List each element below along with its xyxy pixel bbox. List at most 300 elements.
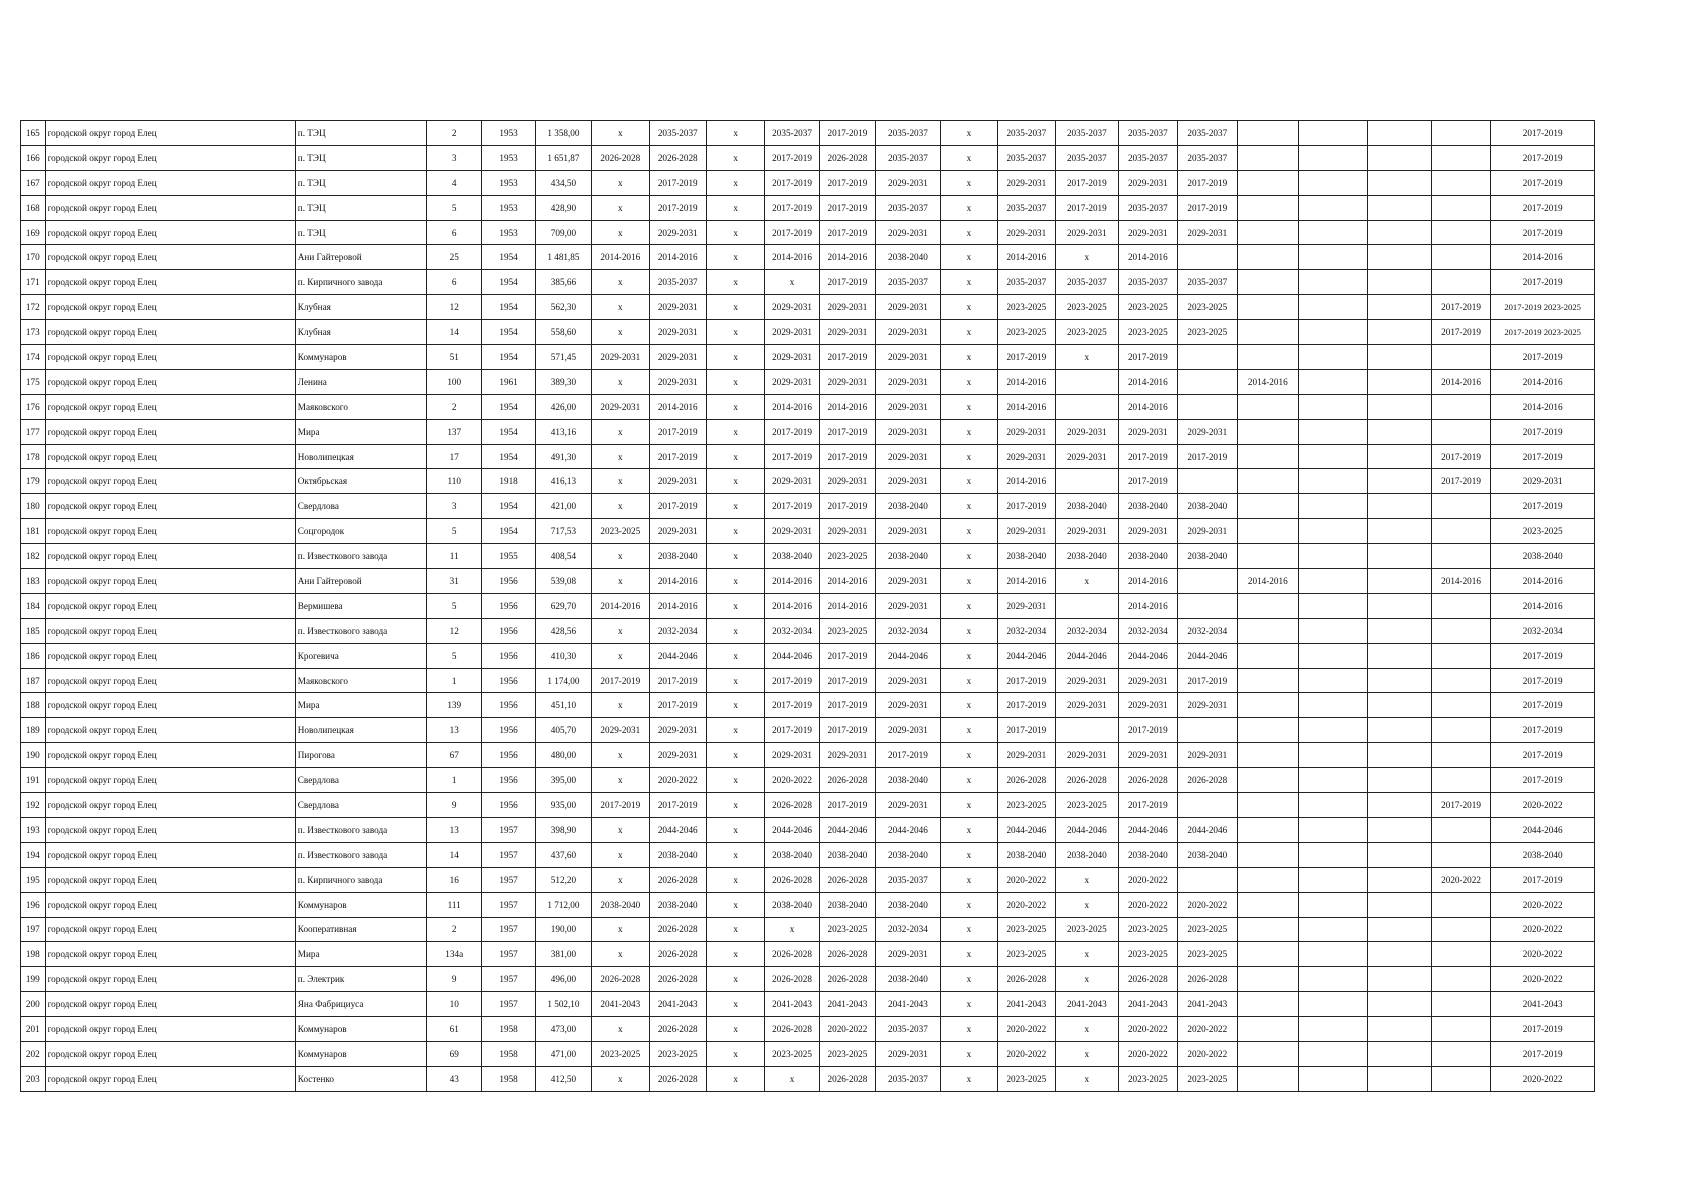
table-cell: 2017-2019 (998, 718, 1055, 743)
table-cell: 111 (427, 892, 482, 917)
table-cell: 2023-2025 (765, 1041, 819, 1066)
table-cell: 426,00 (535, 394, 591, 419)
table-row (21, 444, 1595, 469)
table-cell: x (940, 569, 997, 594)
table-cell: 2038-2040 (819, 842, 875, 867)
table-cell: 395,00 (535, 768, 591, 793)
table-cell: 13 (427, 817, 482, 842)
table-cell (1298, 992, 1368, 1017)
table-cell (1368, 245, 1432, 270)
table-cell: 2044-2046 (1055, 643, 1119, 668)
table-cell: 2023-2025 (998, 942, 1055, 967)
table-row (21, 544, 1595, 569)
table-row (21, 419, 1595, 444)
table-cell: 2014-2016 (649, 569, 706, 594)
table-cell: 192 (21, 793, 46, 818)
table-cell: 398,90 (535, 817, 591, 842)
table-cell: 2023-2025 (1055, 320, 1119, 345)
table-cell: 2029-2031 (1119, 743, 1177, 768)
table-cell: x (592, 544, 649, 569)
table-cell: п. Известкового завода (295, 618, 426, 643)
table-cell: 2038-2040 (1119, 494, 1177, 519)
table-cell: x (1055, 245, 1119, 270)
table-cell: Коммунаров (295, 1041, 426, 1066)
table-cell: 198 (21, 942, 46, 967)
table-cell: 2026-2028 (819, 1066, 875, 1091)
table-row (21, 793, 1595, 818)
table-cell: 2029-2031 (1055, 419, 1119, 444)
table-cell: x (706, 469, 764, 494)
table-cell: 2017-2019 (765, 494, 819, 519)
table-cell: 2038-2040 (876, 842, 941, 867)
table-cell: 2038-2040 (649, 544, 706, 569)
table-cell: 2026-2028 (998, 768, 1055, 793)
table-cell: 1956 (482, 569, 535, 594)
table-cell: 2044-2046 (876, 817, 941, 842)
table-cell: 2029-2031 (998, 519, 1055, 544)
table-cell: п. Электрик (295, 967, 426, 992)
table-cell: x (940, 693, 997, 718)
table-cell: 512,20 (535, 867, 591, 892)
table-cell: 2029-2031 (649, 519, 706, 544)
table-cell: 2038-2040 (876, 494, 941, 519)
table-cell: 2029-2031 (819, 320, 875, 345)
table-cell: городской округ город Елец (45, 220, 295, 245)
table-cell (1431, 494, 1490, 519)
table-cell (1298, 345, 1368, 370)
table-cell (1298, 1041, 1368, 1066)
table-cell: городской округ город Елец (45, 618, 295, 643)
table-cell: 2029-2031 (649, 718, 706, 743)
table-cell (1177, 245, 1237, 270)
table-cell: 2038-2040 (876, 544, 941, 569)
table-cell: 2026-2028 (592, 967, 649, 992)
table-row (21, 942, 1595, 967)
table-cell: 2035-2037 (876, 195, 941, 220)
table-cell: 2014-2016 (819, 394, 875, 419)
table-cell: 174 (21, 345, 46, 370)
table-cell: 5 (427, 195, 482, 220)
table-cell: п. ТЭЦ (295, 195, 426, 220)
table-row (21, 992, 1595, 1017)
table-cell: 2029-2031 (876, 593, 941, 618)
table-cell: x (940, 394, 997, 419)
table-cell: x (706, 917, 764, 942)
table-cell: 2026-2028 (649, 967, 706, 992)
table-cell: 717,53 (535, 519, 591, 544)
table-cell: x (592, 1066, 649, 1091)
table-cell: 185 (21, 618, 46, 643)
table-cell: x (706, 867, 764, 892)
table-cell: 203 (21, 1066, 46, 1091)
table-cell: 2017-2019 (649, 444, 706, 469)
table-cell: 709,00 (535, 220, 591, 245)
table-cell: 177 (21, 419, 46, 444)
table-cell (1298, 270, 1368, 295)
table-cell: 2044-2046 (649, 817, 706, 842)
table-cell (1298, 967, 1368, 992)
table-cell: 2017-2019 (1491, 768, 1595, 793)
table-cell: x (706, 394, 764, 419)
table-cell: 2020-2022 (1491, 942, 1595, 967)
table-cell: 25 (427, 245, 482, 270)
table-row (21, 967, 1595, 992)
table-cell (1431, 245, 1490, 270)
table-cell: 1954 (482, 295, 535, 320)
table-cell: 2029-2031 (649, 469, 706, 494)
table-cell: 6 (427, 270, 482, 295)
table-cell: Крогевича (295, 643, 426, 668)
table-cell: 202 (21, 1041, 46, 1066)
table-cell (1298, 743, 1368, 768)
table-cell: 173 (21, 320, 46, 345)
table-cell: x (706, 544, 764, 569)
table-cell: 2023-2025 (998, 295, 1055, 320)
table-cell: п. Известкового завода (295, 842, 426, 867)
table-cell: 2023-2025 (1177, 295, 1237, 320)
table-cell: 182 (21, 544, 46, 569)
table-cell: 1953 (482, 145, 535, 170)
table-cell: 166 (21, 145, 46, 170)
table-cell: 2017-2019 (819, 121, 875, 146)
table-cell: 2035-2037 (765, 121, 819, 146)
table-cell: 2032-2034 (1177, 618, 1237, 643)
table-cell: 2023-2025 (1119, 320, 1177, 345)
table-cell: 2029-2031 (1055, 220, 1119, 245)
table-cell: 2014-2016 (765, 569, 819, 594)
table-cell: 2029-2031 (1055, 693, 1119, 718)
table-cell: 2020-2022 (1491, 793, 1595, 818)
table-cell (1298, 195, 1368, 220)
table-cell (1368, 967, 1432, 992)
table-cell: 3 (427, 494, 482, 519)
table-cell: 17 (427, 444, 482, 469)
table-cell: 191 (21, 768, 46, 793)
table-cell: 2020-2022 (1431, 867, 1490, 892)
table-cell (1238, 1017, 1298, 1042)
table-cell: 1957 (482, 892, 535, 917)
table-cell (1431, 668, 1490, 693)
table-cell: x (592, 1017, 649, 1042)
table-cell: 1957 (482, 967, 535, 992)
table-cell: 1957 (482, 992, 535, 1017)
table-cell: 2029-2031 (1055, 668, 1119, 693)
table-cell (1298, 369, 1368, 394)
table-cell (1368, 668, 1432, 693)
table-cell (1238, 295, 1298, 320)
table-cell: 2029-2031 (876, 320, 941, 345)
table-cell: x (765, 1066, 819, 1091)
table-cell: x (592, 643, 649, 668)
table-cell: 2017-2019 (1491, 1017, 1595, 1042)
table-cell (1298, 643, 1368, 668)
table-cell: x (940, 992, 997, 1017)
table-cell: 2029-2031 (876, 793, 941, 818)
table-cell: x (706, 693, 764, 718)
table-row (21, 170, 1595, 195)
table-cell (1368, 718, 1432, 743)
table-cell: 2017-2019 (1491, 643, 1595, 668)
table-cell: п. Кирпичного завода (295, 867, 426, 892)
table-cell (1238, 195, 1298, 220)
table-cell: 2035-2037 (998, 145, 1055, 170)
table-cell: 2035-2037 (876, 270, 941, 295)
table-cell (1368, 1041, 1432, 1066)
table-cell: 2035-2037 (649, 270, 706, 295)
table-cell: 2014-2016 (998, 394, 1055, 419)
table-cell: 186 (21, 643, 46, 668)
table-cell: 2038-2040 (876, 768, 941, 793)
table-row (21, 121, 1595, 146)
table-cell: 2029-2031 (649, 369, 706, 394)
table-cell: 16 (427, 867, 482, 892)
table-cell (1298, 942, 1368, 967)
table-cell: 2026-2028 (1177, 768, 1237, 793)
table-cell (1431, 1017, 1490, 1042)
table-cell: x (706, 618, 764, 643)
table-cell (1238, 967, 1298, 992)
table-cell (1238, 1041, 1298, 1066)
table-cell: 2017-2019 (765, 693, 819, 718)
table-cell: 1958 (482, 1017, 535, 1042)
table-cell: 935,00 (535, 793, 591, 818)
table-cell: 2017-2019 (819, 693, 875, 718)
table-cell: x (765, 270, 819, 295)
table-cell: 2026-2028 (592, 145, 649, 170)
table-cell: x (592, 195, 649, 220)
table-cell: 451,10 (535, 693, 591, 718)
table-cell: 2023-2025 (998, 1066, 1055, 1091)
schedule-rows (21, 121, 1595, 1092)
table-cell: 2029-2031 (765, 369, 819, 394)
table-cell: 2020-2022 (1119, 1041, 1177, 1066)
table-cell: x (706, 220, 764, 245)
table-cell: 176 (21, 394, 46, 419)
table-cell: 195 (21, 867, 46, 892)
table-row (21, 1066, 1595, 1091)
table-cell: 2 (427, 917, 482, 942)
table-cell: 12 (427, 295, 482, 320)
table-cell: 2014-2016 (649, 593, 706, 618)
table-cell: 2017-2019 (1491, 121, 1595, 146)
table-row (21, 220, 1595, 245)
table-cell: x (940, 643, 997, 668)
table-cell (1431, 842, 1490, 867)
table-cell: 2032-2034 (765, 618, 819, 643)
table-cell: x (940, 220, 997, 245)
table-cell: городской округ город Елец (45, 320, 295, 345)
table-cell: 2026-2028 (765, 942, 819, 967)
table-cell (1238, 593, 1298, 618)
table-cell: п. ТЭЦ (295, 121, 426, 146)
table-cell: городской округ город Елец (45, 469, 295, 494)
table-cell (1238, 245, 1298, 270)
table-cell: 2017-2019 (1491, 345, 1595, 370)
table-cell: x (1055, 345, 1119, 370)
table-cell: 2017-2019 (1055, 170, 1119, 195)
table-cell: 2023-2025 (1491, 519, 1595, 544)
table-cell (1298, 320, 1368, 345)
table-cell: x (1055, 1066, 1119, 1091)
table-cell: 2044-2046 (998, 817, 1055, 842)
table-cell: 2017-2019 (998, 345, 1055, 370)
table-cell: x (940, 419, 997, 444)
table-cell (1238, 892, 1298, 917)
table-cell: 1956 (482, 618, 535, 643)
table-row (21, 842, 1595, 867)
table-cell: 2035-2037 (1055, 270, 1119, 295)
table-cell: x (706, 245, 764, 270)
table-cell (1431, 270, 1490, 295)
table-cell: 2017-2019 (1491, 693, 1595, 718)
table-cell: 2017-2019 (819, 643, 875, 668)
table-cell: 2017-2019 (1491, 718, 1595, 743)
table-cell: 2014-2016 (1238, 569, 1298, 594)
table-cell: 1957 (482, 917, 535, 942)
table-cell: x (706, 569, 764, 594)
table-cell: городской округ город Елец (45, 394, 295, 419)
table-cell: 2017-2019 (876, 743, 941, 768)
table-cell: 2032-2034 (998, 618, 1055, 643)
schedule-table (20, 120, 1595, 1092)
table-cell: 1954 (482, 270, 535, 295)
table-cell: 2038-2040 (1177, 842, 1237, 867)
table-cell: 110 (427, 469, 482, 494)
table-cell: 2017-2019 (1491, 1041, 1595, 1066)
table-row (21, 345, 1595, 370)
table-cell: 31 (427, 569, 482, 594)
table-cell: 1918 (482, 469, 535, 494)
table-cell: 2029-2031 (819, 743, 875, 768)
table-cell: 2026-2028 (765, 967, 819, 992)
table-cell: 190,00 (535, 917, 591, 942)
table-cell: 2023-2025 (819, 544, 875, 569)
table-cell: x (592, 121, 649, 146)
table-cell (1238, 345, 1298, 370)
table-cell: 1954 (482, 519, 535, 544)
table-cell: 2035-2037 (1177, 121, 1237, 146)
table-cell: 2029-2031 (876, 369, 941, 394)
table-cell (1238, 643, 1298, 668)
table-cell: 2029-2031 (876, 718, 941, 743)
table-cell (1238, 817, 1298, 842)
table-cell: 2014-2016 (1491, 394, 1595, 419)
table-cell: 171 (21, 270, 46, 295)
table-cell (1368, 220, 1432, 245)
table-cell: Коммунаров (295, 892, 426, 917)
table-cell: Новолипецкая (295, 444, 426, 469)
table-cell: 2041-2043 (1055, 992, 1119, 1017)
table-cell (1431, 768, 1490, 793)
table-cell: x (592, 693, 649, 718)
table-cell: x (940, 444, 997, 469)
table-cell: 491,30 (535, 444, 591, 469)
table-cell: Яна Фабрициуса (295, 992, 426, 1017)
table-row (21, 320, 1595, 345)
table-cell: x (592, 942, 649, 967)
table-cell: городской округ город Елец (45, 544, 295, 569)
table-cell: 14 (427, 320, 482, 345)
table-cell: городской округ город Елец (45, 892, 295, 917)
table-cell: 2017-2019 (998, 494, 1055, 519)
table-cell: 428,90 (535, 195, 591, 220)
table-cell: 2023-2025 (1177, 320, 1237, 345)
table-cell: x (706, 593, 764, 618)
table-cell: 2029-2031 (998, 170, 1055, 195)
table-cell: 2017-2019 (998, 693, 1055, 718)
table-cell: 1956 (482, 643, 535, 668)
table-cell (1298, 817, 1368, 842)
table-cell: 12 (427, 618, 482, 643)
table-row (21, 693, 1595, 718)
table-cell (1298, 693, 1368, 718)
table-cell: Костенко (295, 1066, 426, 1091)
table-cell: 2035-2037 (876, 1017, 941, 1042)
table-cell: 2029-2031 (876, 942, 941, 967)
table-cell: 2017-2019 (1119, 718, 1177, 743)
table-cell: 1 481,85 (535, 245, 591, 270)
table-cell: 2032-2034 (649, 618, 706, 643)
table-cell: 1 712,00 (535, 892, 591, 917)
table-cell: 2029-2031 (1177, 220, 1237, 245)
table-cell: x (706, 817, 764, 842)
table-cell: 2017-2019 (1491, 195, 1595, 220)
table-cell: 1953 (482, 220, 535, 245)
table-cell: 2020-2022 (819, 1017, 875, 1042)
table-cell: 428,56 (535, 618, 591, 643)
table-cell: 2038-2040 (876, 245, 941, 270)
table-cell: 2014-2016 (1491, 593, 1595, 618)
table-cell: x (706, 195, 764, 220)
table-cell: 2038-2040 (765, 544, 819, 569)
table-cell: 201 (21, 1017, 46, 1042)
table-cell: 43 (427, 1066, 482, 1091)
table-cell: 2044-2046 (1119, 817, 1177, 842)
table-cell: 194 (21, 842, 46, 867)
table-cell: 2023-2025 (1055, 793, 1119, 818)
table-cell: 2014-2016 (1491, 569, 1595, 594)
table-cell: x (940, 593, 997, 618)
table-cell (1368, 544, 1432, 569)
table-cell: 2041-2043 (1491, 992, 1595, 1017)
table-cell: 381,00 (535, 942, 591, 967)
table-cell: 2017-2019 (1177, 444, 1237, 469)
table-cell: x (940, 195, 997, 220)
table-cell (1298, 842, 1368, 867)
table-cell: 2029-2031 (876, 170, 941, 195)
table-cell: x (765, 917, 819, 942)
table-cell: 1957 (482, 942, 535, 967)
table-cell (1177, 867, 1237, 892)
table-cell: x (706, 668, 764, 693)
table-cell: городской округ город Елец (45, 245, 295, 270)
table-cell: 2038-2040 (819, 892, 875, 917)
table-cell: 2044-2046 (1177, 817, 1237, 842)
table-row (21, 1017, 1595, 1042)
table-cell: 2023-2025 (819, 917, 875, 942)
table-cell: 2020-2022 (1119, 892, 1177, 917)
table-cell: 2017-2019 (1119, 469, 1177, 494)
table-cell: 1957 (482, 817, 535, 842)
table-cell (1368, 842, 1432, 867)
table-cell: 69 (427, 1041, 482, 1066)
table-cell (1368, 170, 1432, 195)
table-row (21, 593, 1595, 618)
table-cell: Клубная (295, 295, 426, 320)
table-cell: x (940, 842, 997, 867)
table-cell: 2038-2040 (998, 544, 1055, 569)
table-cell (1368, 419, 1432, 444)
